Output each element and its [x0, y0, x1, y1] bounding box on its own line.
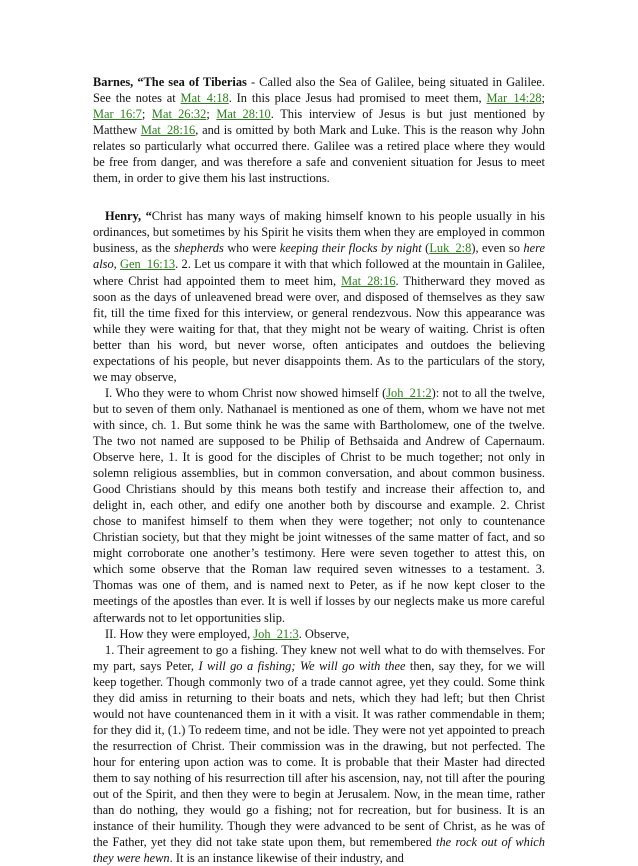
- scripture-reference-link[interactable]: Mar_16:7: [93, 107, 142, 122]
- scripture-reference-link[interactable]: Joh_21:2: [386, 385, 432, 400]
- paragraph-barnes: [93, 74, 545, 186]
- paragraph-henry-intro: [93, 208, 545, 385]
- body-text: who were: [223, 241, 280, 256]
- paragraph-spacer: [93, 186, 545, 208]
- body-text: (: [421, 241, 430, 256]
- body-text: ): not to all the twelve, but to seven of them only. Nathanael is mentioned as one of them, whom we have not met with since, ch. 1. But some think he was the same with Bartholomew, one of the twelve. The two not named are supposed to be Philip of Bethsaida and Andrew of Capernaum. Observe here, 1. It is good for the disciples of Christ to be much together; not only in solemn religious assemblies, but in common conversation, and about common business. Good Christians should by this means both testify and increase their affection to, and delight in, each other, and edify one another both by discourse and example. 2. Christ chose to manifest himself to them when they were together; not only to countenance Christian society, but that they might be joint witnesses of the same matter of fact, and so might corroborate one another’s testimony. Here were seven together to attest this, on which some observe that the Roman law required seven witnesses to a testament. 3. Thomas was one of them, and is named next to Peter, as if he now kept closer to the meetings of the apostles than ever. It is well if losses by our neglects make us more careful afterwards not to let opportunities slip.: [93, 385, 545, 625]
- body-text: Christ has many ways of making himself known to his people usually in his ordinances, but sometimes by his Spirit he visits them when they are employed in common business, as the: [93, 209, 545, 256]
- scripture-reference-link[interactable]: Mat_28:16: [341, 273, 396, 288]
- paragraph-point-two-one: [93, 642, 545, 866]
- body-text: 1. Their agreement to go a fishing. They knew not well what to do with themselves. For my part, says Peter,: [93, 642, 545, 673]
- commentary-page: [93, 74, 545, 866]
- emphasized-text: the rock out of which they were hewn: [93, 835, 546, 866]
- paragraph-point-one: [93, 385, 545, 626]
- body-text: . In this place Jesus had promised to meet them,: [228, 91, 487, 106]
- body-text: ;: [206, 107, 217, 122]
- body-text: ;: [141, 107, 152, 122]
- body-text: ;: [541, 91, 545, 106]
- scripture-reference-link[interactable]: Joh_21:3: [253, 626, 299, 641]
- scripture-reference-link[interactable]: Mar_14:28: [486, 91, 542, 106]
- scripture-reference-link[interactable]: Mat_26:32: [151, 107, 207, 122]
- paragraph-point-two: [93, 626, 545, 642]
- scripture-reference-link[interactable]: Mat_28:10: [216, 107, 271, 122]
- body-text: I. Who they were to whom Christ now showed himself (: [105, 385, 387, 400]
- emphasized-text: keeping their flocks by night: [279, 241, 422, 256]
- body-text: II. How they were employed,: [105, 626, 254, 641]
- commentator-heading: Henry, “: [105, 209, 152, 224]
- body-text: - Called also the Sea of Galilee, being situated in Galilee. See the notes at: [93, 75, 545, 106]
- body-text: ,: [113, 257, 121, 272]
- scripture-reference-link[interactable]: Mat_4:18: [180, 91, 229, 106]
- commentator-heading: Barnes, “The sea of Tiberias: [93, 75, 247, 89]
- scripture-reference-link[interactable]: Luk_2:8: [429, 241, 472, 256]
- body-text: . 2. Let us compare it with that which followed at the mountain in Galilee, where Christ had appointed them to meet him,: [93, 257, 545, 288]
- emphasized-text: I will go a fishing; We will go with thee: [198, 658, 406, 673]
- body-text: . This interview of Jesus is but just mentioned by Matthew: [93, 107, 545, 138]
- body-text: , and is omitted by both Mark and Luke. This is the reason why John relates so particularly what occurred there. Galilee was a retired place where they would be free from danger, and was therefore a safe and convenient situation for Jesus to meet them, in order to give them his last instructions.: [93, 123, 545, 186]
- body-text: then, say they, for we will keep together. Though commonly two of a trade cannot agree, yet they could. Some think they did amiss in returning to their boats and nets, which they had left; but then Christ would not have countenanced them in it with a visit. It was rather commendable in them; for they did it, (1.) To redeem time, and not be idle. They were not yet appointed to preach the resurrection of Christ. Their commission was in the drawing, but not perfected. The hour for entering upon action was to come. It is probable that their Master had directed them to say nothing of his resurrection till after his ascension, nay, not till after the pouring out of the Spirit, and then they were to begin at Jerusalem. Now, in the mean time, rather than do nothing, they would go a fishing; not for recreation, but for business. It is an instance of their humility. Though they were advanced to be sent of Christ, as he was of the Father, yet they did not take state upon them, but remembered: [93, 658, 545, 850]
- scripture-reference-link[interactable]: Mat_28:16: [140, 123, 196, 138]
- scripture-reference-link[interactable]: Gen_16:13: [120, 257, 176, 272]
- body-text: ), even so: [471, 241, 524, 256]
- emphasized-text: shepherds: [174, 241, 224, 256]
- body-text: . Observe,: [298, 626, 350, 641]
- body-text: . It is an instance likewise of their industry, and: [169, 851, 404, 866]
- emphasized-text: here also: [93, 241, 545, 272]
- body-text: . Thitherward they moved as soon as the days of unleavened bread were over, and disposed of themselves as they saw fit, till the time fixed for this interview, or general rendezvous. Now this appearance was while they were waiting for that, that they might not be weary of waiting. Christ is often better than his word, but never worse, often anticipates and outdoes the believing expectations of his people, but never disappoints them. As to the particulars of the story, we may observe,: [93, 273, 545, 384]
